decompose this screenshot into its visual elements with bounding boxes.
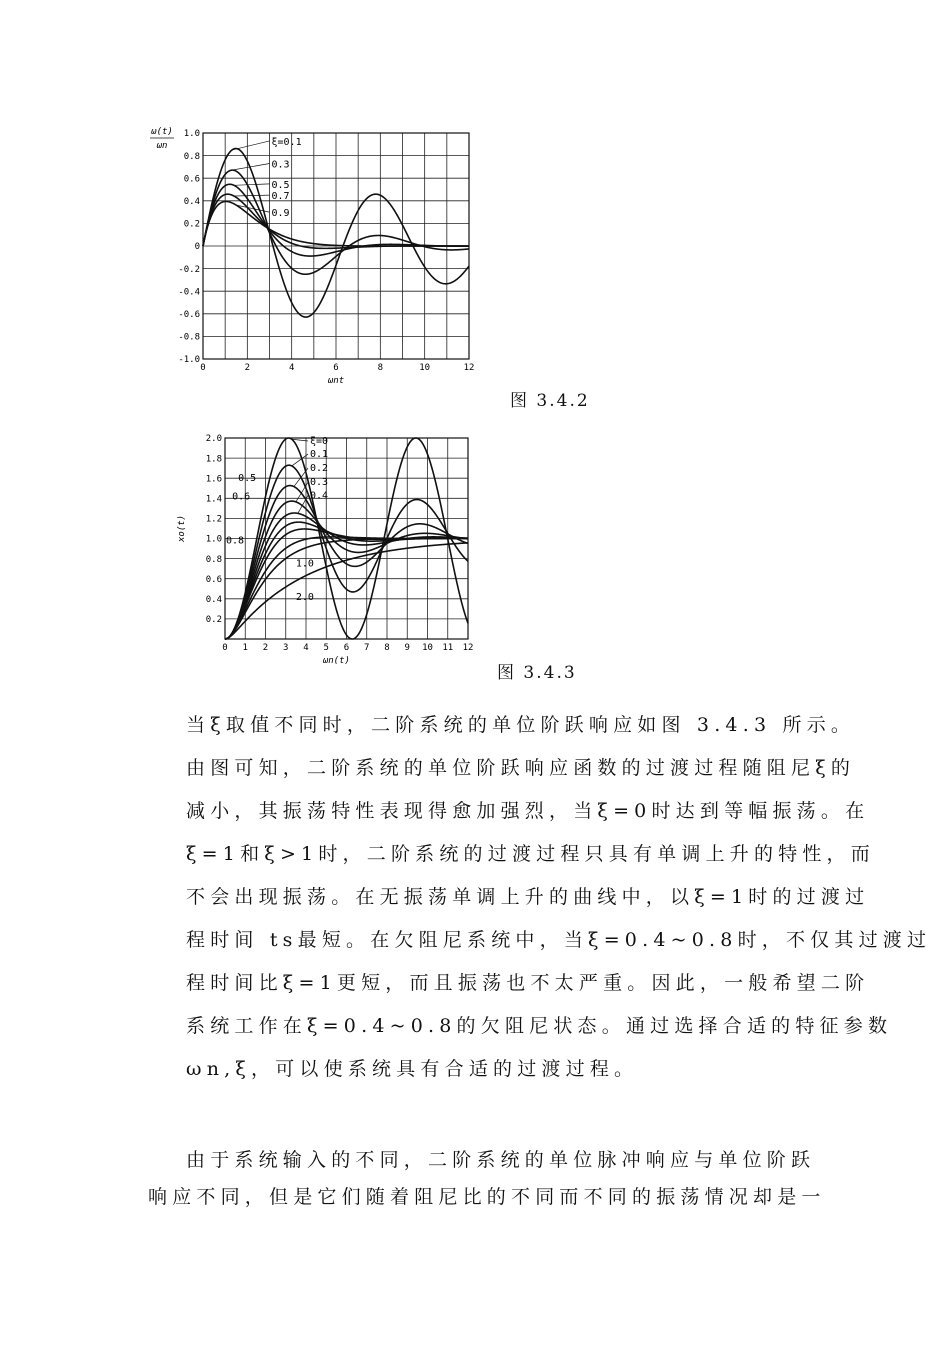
figure-caption-3-4-2: 图 3.4.2 — [510, 391, 590, 411]
y-tick-label: 0.2 — [183, 219, 200, 230]
text-line: 程时间比ξ=1更短，而且振荡也不太严重。因此，一般希望二阶 — [186, 972, 870, 994]
x-tick-label: 11 — [442, 643, 454, 653]
x-tick-label: 2 — [244, 363, 251, 373]
paragraph-step-response — [148, 704, 932, 1091]
curve-label: 2.0 — [295, 591, 314, 603]
x-axis-label: ωn(t) — [322, 656, 350, 666]
y-tick-label: -1.0 — [178, 355, 200, 366]
x-tick-label: 6 — [343, 643, 350, 653]
x-tick-label: 5 — [323, 643, 329, 653]
curve-label-leader — [234, 195, 269, 196]
curve-label: 0.4 — [310, 490, 329, 502]
x-tick-label: 10 — [419, 363, 431, 373]
curve-label: 0.5 — [238, 473, 257, 485]
y-tick-label: 1.0 — [183, 129, 200, 140]
y-tick-label: -0.4 — [178, 287, 200, 298]
x-tick-label: 0 — [222, 643, 228, 653]
x-axis-label: ωnt — [327, 376, 345, 386]
y-tick-label: 0.2 — [205, 615, 222, 626]
x-tick-label: 3 — [283, 643, 289, 653]
text-line: 不会出现振荡。在无振荡单调上升的曲线中，以ξ=1时的过渡过 — [186, 886, 870, 908]
x-tick-label: 0 — [200, 363, 206, 373]
curve-label: 0.6 — [232, 491, 251, 503]
text-line: 由图可知，二阶系统的单位阶跃响应函数的过渡过程随阻尼ξ的 — [186, 757, 856, 779]
impulse-response-chart — [140, 120, 480, 390]
text-line: ξ=1和ξ>1时，二阶系统的过渡过程只具有单调上升的特性，而 — [186, 843, 875, 865]
x-tick-label: 4 — [303, 643, 309, 653]
y-tick-label: 1.6 — [205, 474, 222, 485]
x-tick-label: 4 — [288, 363, 295, 373]
text-line: 当ξ取值不同时，二阶系统的单位阶跃响应如图 3.4.3 所示。 — [186, 714, 856, 736]
step-response-chart — [170, 428, 480, 674]
curve-label-leader — [232, 141, 270, 150]
curve-label: 0.7 — [271, 191, 290, 203]
y-tick-label: 2.0 — [205, 434, 222, 445]
y-tick-label: 0 — [194, 242, 200, 253]
curve-label: 0.3 — [271, 159, 290, 171]
curve-label: ξ=0 — [310, 436, 329, 448]
text-line: 程时间 ts最短。在欠阻尼系统中，当ξ=0.4~0.8时，不仅其过渡过 — [186, 929, 932, 951]
x-tick-label: 12 — [462, 643, 474, 653]
y-tick-label: 0.8 — [205, 554, 222, 565]
y-tick-label: 0.4 — [205, 594, 222, 605]
y-axis-label: xo(t) — [177, 514, 187, 542]
y-tick-label: 1.8 — [205, 454, 222, 465]
x-tick-label: 9 — [404, 643, 410, 653]
y-tick-label: -0.2 — [178, 264, 200, 275]
y-tick-label: 1.4 — [205, 494, 222, 505]
text-line: 系统工作在ξ=0.4~0.8的欠阻尼状态。通过选择合适的特征参数 — [186, 1015, 893, 1037]
y-tick-label: 0.6 — [205, 574, 222, 585]
text-line: 减小，其振荡特性表现得愈加强烈，当ξ=0时达到等幅振荡。在 — [186, 800, 870, 822]
x-tick-label: 12 — [463, 363, 475, 373]
y-tick-label: 1.2 — [205, 514, 222, 525]
paragraph-impulse-response — [148, 1142, 826, 1216]
curve-label-leader — [292, 454, 308, 466]
y-axis-label-denominator: ωn — [156, 141, 168, 151]
curve-label: 1.0 — [295, 558, 314, 570]
y-tick-label: 0.6 — [183, 174, 200, 185]
curve-label-leader — [234, 184, 269, 185]
x-tick-label: 6 — [333, 363, 339, 373]
figure-caption-3-4-3: 图 3.4.3 — [497, 663, 577, 683]
x-tick-label: 10 — [422, 643, 433, 653]
curve-label: 0.5 — [271, 179, 290, 191]
curve-label: 0.2 — [310, 463, 329, 475]
x-tick-label: 7 — [364, 643, 370, 653]
x-tick-label: 8 — [384, 643, 390, 653]
y-tick-label: -0.6 — [178, 309, 200, 320]
text-line: ωn,ξ，可以使系统具有合适的过渡过程。 — [186, 1058, 639, 1080]
curve-label: 0.1 — [310, 449, 329, 461]
curve-label: 0.8 — [226, 535, 245, 547]
curve-label: ξ=0.1 — [271, 136, 302, 148]
y-tick-label: -0.8 — [178, 332, 200, 343]
text-line: 由于系统输入的不同，二阶系统的单位脉冲响应与单位阶跃 — [186, 1149, 816, 1171]
y-axis-label-numerator: ω(t) — [151, 127, 173, 137]
y-tick-label: 1.0 — [205, 534, 222, 545]
curve-label: 0.9 — [271, 208, 290, 220]
x-tick-label: 1 — [242, 643, 248, 653]
y-tick-label: 0.4 — [183, 196, 200, 207]
curve-label: 0.3 — [310, 477, 329, 489]
x-tick-label: 8 — [377, 363, 384, 373]
y-tick-label: 0.8 — [183, 151, 200, 162]
text-line: 响应不同，但是它们随着阻尼比的不同而不同的振荡情况却是一 — [148, 1186, 826, 1208]
x-tick-label: 2 — [262, 643, 269, 653]
